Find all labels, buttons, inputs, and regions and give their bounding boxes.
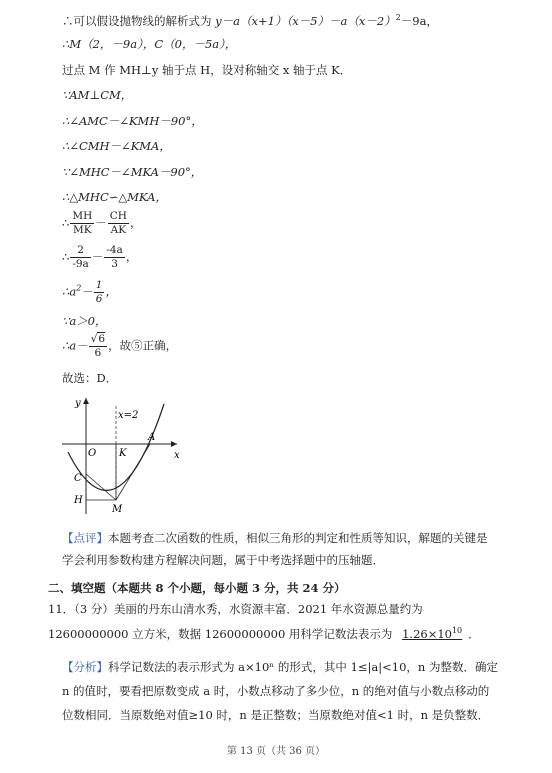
question-text: 美丽的丹东山清水秀，水资源丰富．2021 年水资源总量约为 12600000000 立方米，数据 12600000000 用科学记数法表示为: [48, 602, 423, 641]
parabola-graph: [62, 396, 192, 521]
solution-line-2: ∴M（2，－9a），C（0，－5a），: [62, 37, 237, 51]
label-x: x: [174, 450, 180, 461]
frac-prefix: ∴a: [62, 284, 77, 299]
frac-suffix: ，: [125, 249, 138, 264]
frac-suffix: ，: [129, 215, 142, 230]
comment-tag: 【点评】: [62, 531, 108, 545]
frac-prefix: ∴: [62, 249, 70, 264]
line-sup: 2: [395, 13, 401, 22]
section-heading: 二、填空题（本题共 8 个小题，每小题 3 分，共 24 分）: [48, 581, 346, 595]
frac-num: -4a: [106, 244, 123, 256]
line-text-end: －9a，: [400, 13, 438, 28]
solution-line-8: ∴△MHC∽△MKA，: [62, 190, 167, 204]
label-h: H: [74, 495, 83, 506]
frac-num: MH: [72, 210, 93, 222]
label-axis-eq: x=2: [118, 410, 139, 421]
label-c: C: [74, 473, 82, 484]
solution-line-7: ∵∠MHC－∠MKA－90°，: [62, 165, 203, 179]
frac-prefix: ∴a－: [62, 338, 88, 353]
frac-num: 1: [95, 279, 103, 291]
analysis-tag: 【分析】: [62, 660, 108, 674]
answer-blank: [396, 627, 468, 641]
solution-line-3: 过点 M 作 MH⊥y 轴于点 H，设对称轴交 x 轴于点 K．: [62, 63, 352, 77]
frac-num: 2: [70, 244, 91, 258]
analysis-block: [62, 655, 498, 727]
choice-line: 故选：D．: [62, 371, 118, 385]
label-m: M: [112, 504, 123, 515]
solution-line-6: ∴∠CMH－∠KMA，: [62, 139, 171, 153]
frac-suffix: ，: [105, 284, 117, 299]
label-k: K: [119, 448, 127, 459]
answer-value: 1.26×10: [402, 626, 452, 641]
frac-sup: 2: [76, 283, 82, 293]
solution-line-1: [62, 10, 438, 29]
frac-den: -9a: [72, 258, 89, 270]
line-math: y－a（x+1）（x－5）－a（x－2）: [215, 13, 396, 28]
segment-cm: [86, 474, 116, 500]
page-footer: 第 13 页（共 36 页）: [226, 746, 326, 757]
frac-eq: －: [81, 284, 93, 299]
label-a: A: [148, 432, 156, 443]
comment-block: [62, 527, 498, 571]
label-o: O: [88, 448, 97, 459]
comment-text: 本题考查二次函数的性质，相似三角形的判定和性质等知识，解题的关键是学会利用参数构建方程解决问题，属于中考选择题中的压轴题．: [62, 531, 488, 567]
frac-den: 6: [94, 347, 102, 359]
line-text: ∴可以假设抛物线的解析式为: [62, 13, 216, 28]
frac-den: 3: [111, 258, 118, 270]
question-end: ．: [468, 626, 480, 641]
frac-den: AK: [110, 224, 127, 236]
fraction-line-2: [62, 244, 137, 271]
solution-line-5: ∴∠AMC－∠KMH－90°，: [62, 114, 203, 128]
question-number: 11．: [48, 602, 75, 616]
solution-line-4: ∵AM⊥CM，: [62, 88, 133, 102]
frac-eq: －: [95, 215, 107, 230]
frac-den: 6: [95, 293, 103, 305]
fraction-line-1: [62, 210, 141, 237]
solution-line-9: ∵a＞0，: [62, 314, 107, 328]
answer-sup: 10: [451, 626, 463, 635]
question-score: （3 分）: [74, 602, 114, 616]
frac-suffix: ，故⑤正确，: [108, 338, 178, 353]
frac-eq: －: [91, 249, 104, 264]
fraction-line-4: ∴a－ $\frac{√6}{6}$ ，故⑤正确，: [62, 333, 178, 359]
frac-den: MK: [72, 224, 92, 236]
question-11: [48, 598, 498, 645]
analysis-text: 科学记数法的表示形式为 a×10ⁿ 的形式，其中 1≤|a|<10，n 为整数．确定 n 的值时，要看把原数变成 a 时，小数点移动了多少位，n 的绝对值与小数点移动的位数相同．当原数绝对值≥10 时，n 是正整数；当原数绝对值<1 时，n 是负整数．: [62, 660, 498, 722]
label-y: y: [75, 398, 81, 409]
sqrt-radicand: 6: [98, 333, 106, 345]
fraction-line-3: [62, 279, 117, 306]
frac-prefix: ∴: [62, 215, 70, 230]
frac-num: CH: [109, 210, 127, 222]
